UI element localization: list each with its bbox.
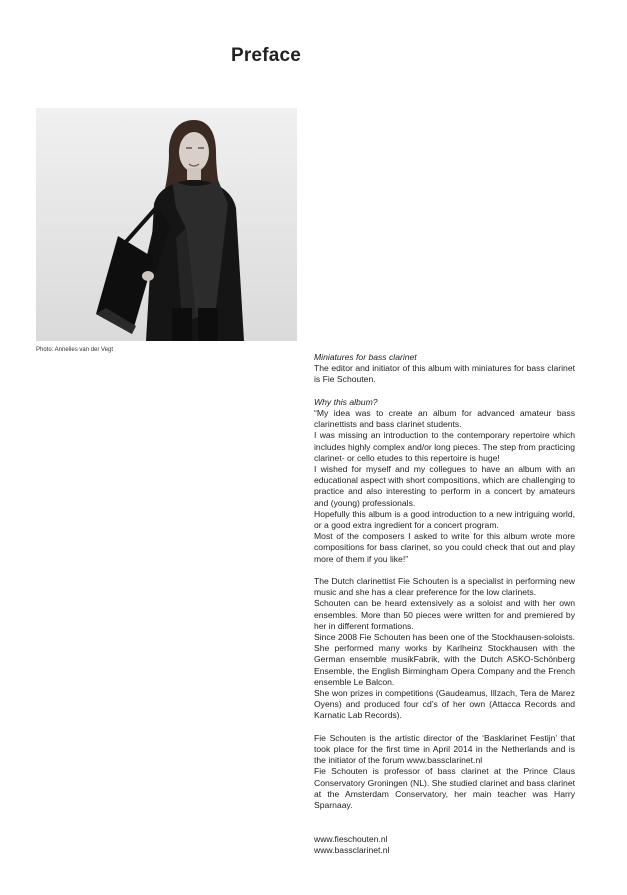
website-link[interactable]: www.bassclarinet.nl bbox=[314, 844, 390, 855]
paragraph: Fie Schouten is the artistic director of the ‘Basklarinet Festijn’ that took place for the first time in April 2014 in the Netherlands and is the initiator of the forum www.bassclarinet.nl bbox=[314, 732, 575, 766]
page-title: Preface bbox=[230, 45, 302, 66]
paragraph: Since 2008 Fie Schouten has been one of the Stockhausen-soloists. She performed many works by Karlheinz Stockhausen with the German ensemble musikFabrik, with the Dutch ASKO-Schönberg Ensemble, the English Birmingham Opera Company and the French ensemble Le Balcon. bbox=[314, 632, 575, 687]
portrait-photo bbox=[36, 108, 297, 341]
photo-credit: Photo: Annelies van der Vegt bbox=[36, 347, 114, 353]
paragraph: She won prizes in competitions (Gaudeamus, Illzach, Tera de Marez Oyens) and produced four cd’s of her own (Attacca Records and Karnatic Lab Records). bbox=[314, 688, 575, 721]
paragraph: The Dutch clarinettist Fie Schouten is a specialist in performing new music and she has a clear preference for the low clarinets. bbox=[314, 576, 575, 598]
paragraph: Schouten can be heard extensively as a soloist and with her own ensembles. More than 50 pieces were written for and premiered by her in different formations. bbox=[314, 598, 575, 631]
section-heading: Miniatures for bass clarinet bbox=[314, 352, 417, 362]
paragraph: I wished for myself and my collegues to have an album with an educational aspect with short compositions, which are challenging to practice and also interesting to perform in a concert by amateurs and (young) professionals. bbox=[314, 464, 575, 508]
paragraph: I was missing an introduction to the contemporary repertoire which includes highly complex and/or long pieces. The step from practicing clarinet- or cello etudes to this repertoire is huge! bbox=[314, 430, 575, 463]
paragraph: Most of the composers I asked to write for this album wrote more compositions for bass clarinet, so you could check that out and play more of them if you like!” bbox=[314, 531, 575, 564]
website-link[interactable]: www.fieschouten.nl bbox=[314, 833, 388, 844]
paragraph: Hopefully this album is a good introduction to a new intriguing world, or a good extra ingredient for a concert program. bbox=[314, 508, 575, 531]
section-heading: Why this album? bbox=[314, 396, 378, 407]
paragraph: “My idea was to create an album for advanced amateur bass clarinettists and bass clarinet students. bbox=[314, 408, 575, 430]
paragraph: Fie Schouten is professor of bass clarinet at the Prince Claus Conservatory Groningen (NL). She studied clarinet and bass clarinet at the Amsterdam Conservatory, her main teacher was Harry Sparnaay. bbox=[314, 766, 575, 811]
preface-article bbox=[314, 352, 575, 856]
intro-paragraph: The editor and initiator of this album with miniatures for bass clarinet is Fie Schouten. bbox=[314, 363, 575, 385]
